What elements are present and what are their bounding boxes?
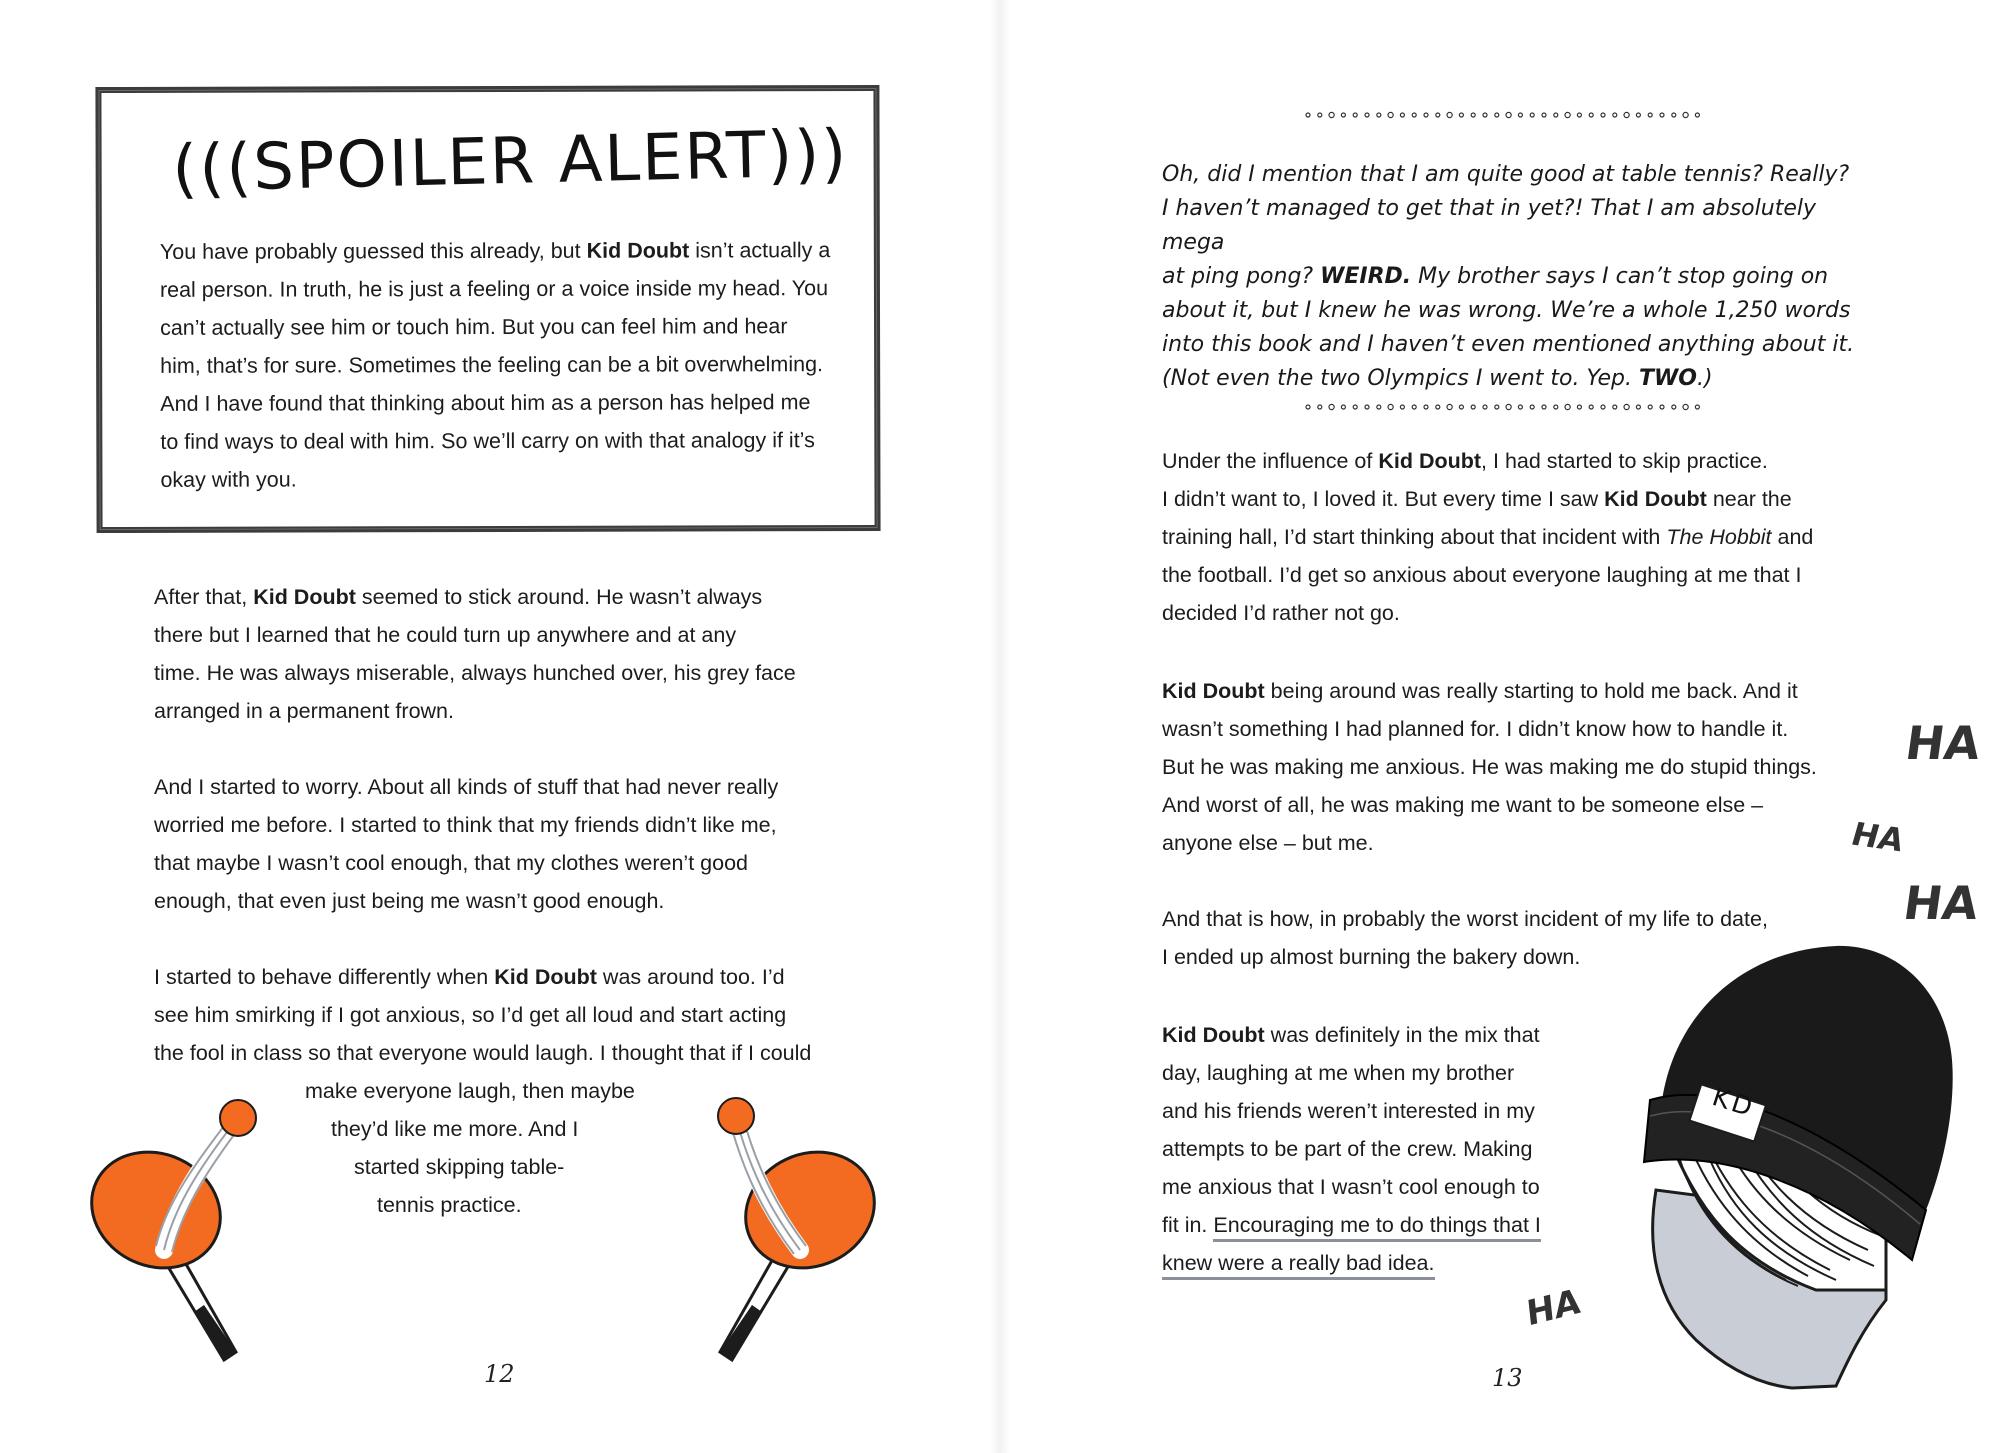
divider-dot: [1636, 405, 1640, 409]
text-run: enough, that even just being me wasn’t good enough.: [154, 889, 665, 913]
text-run: that maybe I wasn’t cool enough, that my clothes weren’t good: [154, 851, 748, 875]
divider-dot: [1377, 405, 1381, 409]
divider-dot: [1483, 113, 1487, 117]
text-line: [1162, 518, 1862, 556]
text-run: real person. In truth, he is just a feeling or a voice inside my head. You: [159, 276, 829, 302]
bold-text-run: Kid Doubt: [1162, 1023, 1265, 1047]
text-run: was around too. I’d: [596, 965, 785, 989]
divider-dot: [1518, 113, 1522, 117]
text-run: okay with you.: [160, 467, 297, 492]
text-run: decided I’d rather not go.: [1162, 601, 1400, 625]
text-line: [1162, 362, 1882, 396]
text-run: isn’t actually a: [689, 238, 831, 263]
text-run: seemed to stick around. He wasn’t always: [355, 585, 763, 609]
dotted-divider-top: [1304, 110, 1708, 120]
divider-dot: [1530, 405, 1534, 409]
text-run: After that,: [154, 585, 254, 609]
text-line: [1162, 158, 1882, 192]
ping-pong-paddle-right-illustration: [680, 1090, 880, 1390]
text-run: the football. I’d get so anxious about everyone laughing at me that I: [1162, 563, 1802, 587]
text-line: [1162, 594, 1862, 632]
ping-pong-ball: [718, 1098, 754, 1134]
text-run: I didn’t want to, I loved it. But every time I saw: [1162, 487, 1605, 511]
ha-laugh-text: HA: [1902, 716, 1984, 770]
text-run: there but I learned that he could turn up anywhere and at any: [154, 623, 737, 647]
left-tail-line: make everyone laugh, then maybe: [305, 1079, 635, 1103]
text-run: And I have found that thinking about him as a person has helped me: [160, 390, 811, 416]
page-number-right: 13: [1492, 1364, 1523, 1392]
text-run: worried me before. I started to think that my friends didn’t like me,: [154, 813, 777, 837]
text-run: And I started to worry. About all kinds of stuff that had never really: [154, 775, 779, 799]
text-run: My brother says I can’t stop going on: [1411, 264, 1829, 289]
text-run: about it, but I knew he was wrong. We’re a whole 1,250 words: [1162, 298, 1851, 323]
divider-dot: [1365, 113, 1369, 117]
text-run: being around was really starting to hold me back. And it: [1264, 679, 1798, 703]
divider-dot: [1648, 405, 1652, 409]
text-run: and his friends weren’t interested in my: [1162, 1099, 1535, 1123]
text-line: [160, 345, 860, 385]
text-run: You have probably guessed this already, but: [159, 238, 587, 264]
spoiler-alert-title: (((SPOILER ALERT))): [171, 116, 850, 207]
divider-dot: [1412, 405, 1416, 409]
text-line: [154, 578, 854, 616]
text-line: [1162, 556, 1862, 594]
divider-dot: [1424, 113, 1428, 117]
text-run: day, laughing at me when my brother: [1162, 1061, 1515, 1085]
divider-dot: [1660, 405, 1664, 409]
kid-doubt-head-illustration: [1586, 930, 1956, 1400]
bold-text-run: Kid Doubt: [253, 585, 356, 609]
divider-dot: [1483, 405, 1487, 409]
spoiler-alert-box: [95, 85, 880, 533]
text-run: into this book and I haven’t even mentioned anything about it.: [1162, 332, 1855, 357]
text-run: at ping pong?: [1162, 264, 1321, 289]
divider-dot: [1542, 405, 1546, 409]
text-line: [154, 616, 854, 654]
text-run: to find ways to deal with him. So we’ll carry on with that analogy if it’s: [160, 428, 815, 454]
text-run: can’t actually see him or touch him. But you can feel him and hear: [160, 314, 788, 340]
text-run: near the: [1706, 487, 1792, 511]
divider-dot: [1589, 113, 1593, 117]
divider-dot: [1400, 113, 1404, 117]
text-line: [154, 844, 854, 882]
divider-dot: [1329, 404, 1334, 409]
bold-text-run: Kid Doubt: [1604, 487, 1707, 511]
divider-dot: [1601, 113, 1605, 117]
text-run: see him smirking if I got anxious, so I’d get all loud and start acting: [154, 1003, 787, 1027]
ping-pong-ball: [220, 1100, 256, 1136]
dotted-divider-bottom: [1304, 402, 1708, 412]
left-paragraph-3: [154, 958, 854, 1072]
text-run: anyone else – but me.: [1162, 831, 1374, 855]
text-line: [154, 1034, 854, 1072]
right-paragraph-2: [1162, 672, 1862, 862]
divider-dot: [1471, 405, 1475, 409]
text-run: wasn’t something I had planned for. I didn’t know how to handle it.: [1162, 717, 1789, 741]
divider-dot: [1447, 112, 1452, 117]
text-run: me anxious that I wasn’t cool enough to: [1162, 1175, 1540, 1199]
divider-dot: [1695, 113, 1699, 117]
divider-dot: [1341, 113, 1345, 117]
text-line: [1162, 192, 1882, 260]
divider-dot: [1436, 113, 1440, 117]
divider-dot: [1554, 113, 1558, 117]
text-line: [160, 231, 860, 271]
divider-dot: [1660, 113, 1664, 117]
text-line: [1162, 672, 1862, 710]
divider-dot: [1495, 113, 1499, 117]
divider-dot: [1306, 405, 1310, 409]
text-line: [154, 958, 854, 996]
divider-dot: [1424, 405, 1428, 409]
divider-dot: [1459, 405, 1463, 409]
divider-dot: [1624, 112, 1629, 117]
divider-dot: [1306, 113, 1310, 117]
text-line: [1162, 480, 1862, 518]
text-line: [1162, 442, 1862, 480]
text-line: [160, 269, 860, 309]
divider-dot: [1365, 405, 1369, 409]
divider-dot: [1530, 113, 1534, 117]
text-run: fit in.: [1162, 1213, 1214, 1237]
divider-dot: [1683, 404, 1688, 409]
text-run: And that is how, in probably the worst incident of my life to date,: [1162, 907, 1768, 931]
ha-laugh-text: HA: [1900, 876, 1982, 930]
divider-dot: [1683, 112, 1688, 117]
page-number-left: 12: [484, 1360, 515, 1388]
divider-dot: [1436, 405, 1440, 409]
bold-text-run: Kid Doubt: [586, 238, 690, 263]
text-line: [154, 768, 854, 806]
text-line: [160, 421, 860, 461]
text-line: [154, 882, 854, 920]
paddle-handle: [720, 1250, 792, 1360]
divider-dot: [1341, 405, 1345, 409]
text-line: [1162, 1092, 1582, 1130]
divider-dot: [1613, 113, 1617, 117]
text-line: [154, 654, 854, 692]
text-run: was definitely in the mix that: [1264, 1023, 1540, 1047]
text-line: [1162, 1244, 1582, 1282]
left-tail-line: started skipping table-: [354, 1155, 565, 1179]
ping-pong-paddle-left-illustration: [86, 1090, 276, 1390]
text-line: [1162, 748, 1862, 786]
left-tail-line: they’d like me more. And I: [331, 1117, 579, 1141]
text-run: training hall, I’d start thinking about that incident with: [1162, 525, 1667, 549]
left-paragraph-1: [154, 578, 854, 730]
divider-dot: [1565, 112, 1570, 117]
bold-text-run: WEIRD.: [1320, 264, 1412, 289]
beanie-label-text: KD: [1708, 1082, 1759, 1124]
text-line: [1162, 294, 1882, 328]
ha-laugh-text: HA: [1846, 814, 1909, 860]
text-run: (Not even the two Olympics I went to. Yep.: [1162, 366, 1639, 391]
text-run: , I had started to skip practice.: [1481, 449, 1768, 473]
italic-text-run: The Hobbit: [1666, 525, 1772, 549]
bold-text-run: Kid Doubt: [1162, 679, 1265, 703]
divider-dot: [1471, 113, 1475, 117]
divider-dot: [1506, 404, 1511, 409]
divider-dot: [1318, 113, 1322, 117]
text-run: him, that’s for sure. Sometimes the feeling can be a bit overwhelming.: [160, 352, 824, 378]
text-run: the fool in class so that everyone would laugh. I thought that if I could: [154, 1041, 812, 1065]
text-line: [1162, 824, 1862, 862]
divider-dot: [1577, 405, 1581, 409]
divider-dot: [1613, 405, 1617, 409]
text-run: Under the influence of: [1162, 449, 1379, 473]
divider-dot: [1601, 405, 1605, 409]
divider-dot: [1648, 113, 1652, 117]
right-paragraph-1: [1162, 442, 1862, 632]
text-run: I ended up almost burning the bakery down.: [1162, 945, 1581, 969]
divider-dot: [1412, 113, 1416, 117]
divider-dot: [1400, 405, 1404, 409]
text-line: [1162, 260, 1882, 294]
text-run: time. He was always miserable, always hunched over, his grey face: [154, 661, 796, 685]
text-line: [154, 996, 854, 1034]
text-line: [1162, 710, 1862, 748]
divider-dot: [1554, 405, 1558, 409]
text-line: [1162, 1168, 1582, 1206]
divider-dot: [1447, 404, 1452, 409]
divider-dot: [1353, 405, 1357, 409]
text-line: [160, 459, 860, 499]
divider-dot: [1565, 404, 1570, 409]
text-line: [154, 692, 854, 730]
divider-dot: [1672, 113, 1676, 117]
divider-dot: [1636, 113, 1640, 117]
bold-text-run: Kid Doubt: [1378, 449, 1482, 473]
divider-dot: [1495, 405, 1499, 409]
left-paragraph-2: [154, 768, 854, 920]
text-line: [160, 383, 860, 423]
underlined-text-run: Encouraging me to do things that I: [1213, 1213, 1541, 1242]
text-run: Oh, did I mention that I am quite good at table tennis? Really?: [1162, 162, 1850, 187]
text-run: and: [1771, 525, 1814, 549]
text-run: I started to behave differently when: [154, 965, 495, 989]
divider-dot: [1329, 112, 1334, 117]
text-line: [1162, 1054, 1582, 1092]
bold-text-run: Kid Doubt: [494, 965, 597, 989]
spoiler-alert-text: [160, 231, 861, 499]
divider-dot: [1624, 404, 1629, 409]
text-line: [1162, 786, 1862, 824]
text-run: And worst of all, he was making me want to be someone else –: [1162, 793, 1764, 817]
text-line: [154, 806, 854, 844]
divider-dot: [1542, 113, 1546, 117]
divider-dot: [1672, 405, 1676, 409]
text-line: [160, 307, 860, 347]
text-run: .): [1696, 366, 1713, 391]
text-line: [1162, 1206, 1582, 1244]
divider-dot: [1518, 405, 1522, 409]
divider-dot: [1353, 113, 1357, 117]
right-page: [1000, 0, 2000, 1453]
aside-italic-text: [1162, 158, 1882, 396]
underlined-text-run: knew were a really bad idea.: [1162, 1251, 1435, 1280]
right-paragraph-4: [1162, 1016, 1582, 1282]
text-line: [1162, 1016, 1582, 1054]
divider-dot: [1459, 113, 1463, 117]
text-run: But he was making me anxious. He was making me do stupid things.: [1162, 755, 1817, 779]
text-run: attempts to be part of the crew. Making: [1162, 1137, 1533, 1161]
text-line: [1162, 1130, 1582, 1168]
divider-dot: [1318, 405, 1322, 409]
left-tail-line: tennis practice.: [377, 1193, 522, 1217]
text-run: arranged in a permanent frown.: [154, 699, 454, 723]
ha-laugh-text: HA: [1524, 1281, 1583, 1335]
divider-dot: [1695, 405, 1699, 409]
text-run: I haven’t managed to get that in yet?! That I am absolutely mega: [1162, 196, 1816, 255]
bold-text-run: TWO: [1638, 366, 1697, 391]
divider-dot: [1506, 112, 1511, 117]
text-line: [1162, 328, 1882, 362]
divider-dot: [1377, 113, 1381, 117]
divider-dot: [1388, 404, 1393, 409]
divider-dot: [1577, 113, 1581, 117]
divider-dot: [1589, 405, 1593, 409]
divider-dot: [1388, 112, 1393, 117]
